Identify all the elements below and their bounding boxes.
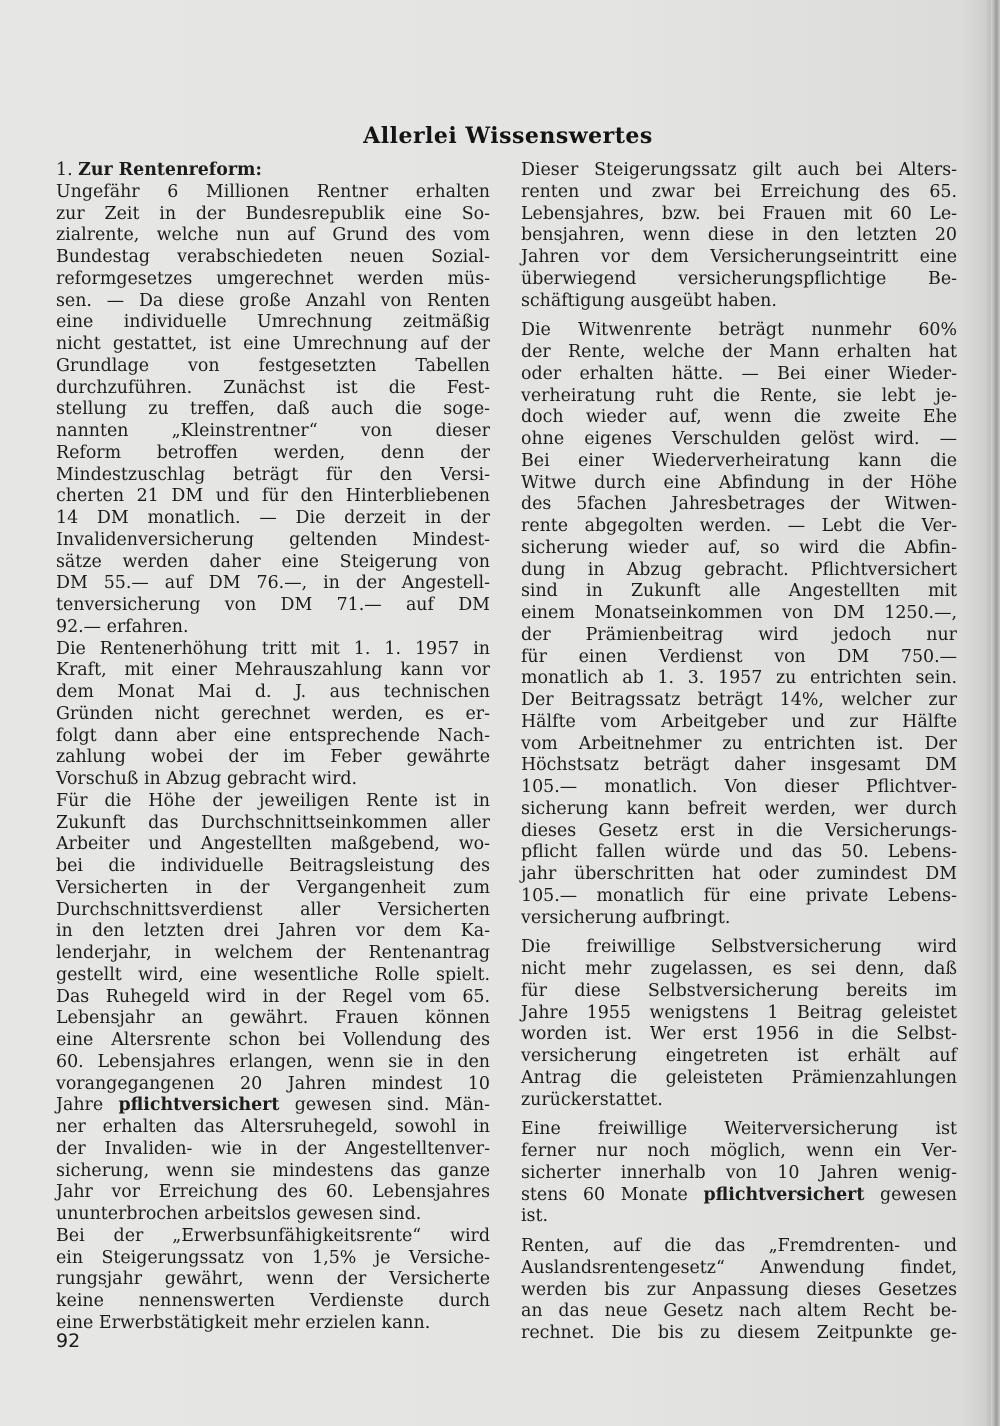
text-line: Der Beitragssatz beträgt 14%, welcher zur [521,690,957,710]
text-line: der Invaliden- wie in der Angestelltenver- [56,1138,490,1159]
text-line: sicherung kann befreit werden, wer durch [521,798,957,819]
text-line: zahlung wobei der im Feber gewährte [56,747,490,768]
text-line: ner erhalten das Altersruhegeld, sowohl in [56,1117,490,1137]
text-line: verheiratung ruht die Rente, sie lebt je- [521,385,957,406]
paragraph-gap [521,312,957,320]
text-run: gewesen [864,1184,957,1205]
text-line: Gründen nicht gerechnet werden, es er- [56,703,490,724]
section-heading [56,160,490,182]
text-line: DM 55.— auf DM 76.—, in der Angestell- [56,573,490,594]
text-line: 92.— erfahren. [56,616,189,637]
text-line: bensjahren, wenn diese in den letzten 20 [521,225,957,246]
text-line: für diese Selbstversicherung bereits im [521,980,957,1001]
paragraph [521,320,957,929]
text-line: Höchstsatz beträgt daher insgesamt DM [521,755,957,776]
text-line: eine individuelle Umrechnung zeitmäßig [56,312,490,333]
text-line [56,1095,490,1117]
page-number: 92 [56,1330,81,1352]
text-line: überwiegend versicherungspflichtige Be- [521,268,957,289]
text-run: stens 60 Monate [521,1184,704,1205]
text-line: der Rente, welche der Mann erhalten hat [521,342,957,362]
text-line: Witwe durch eine Abfindung in der Höhe [521,472,957,493]
text-line: pflicht fallen würde und das 50. Lebens- [521,842,957,863]
text-line: Lebensjahres, bzw. bei Frauen mit 60 Le- [521,203,957,224]
text-line: sicherter innerhalb von 10 Jahren wenig- [521,1162,957,1183]
text-line: rente abgegolten werden. — Lebt die Ver- [521,516,957,536]
text-line: Jahre 1955 wenigstens 1 Beitrag geleistet [521,1002,957,1023]
text-line: reformgesetzes umgerechnet werden müs- [56,268,490,289]
text-line: nicht gestattet, ist eine Umrechnung auf der [56,334,490,354]
text-line: bei die individuelle Beitragsleistung des [56,856,490,876]
text-line: ununterbrochen arbeitslos gewesen sind. [56,1204,422,1224]
text-line: an das neue Gesetz nach altem Recht be- [521,1301,957,1322]
right-column [521,160,957,1345]
text-line: gestellt wird, eine wesentliche Rolle spielt. [56,964,490,985]
left-column [56,160,490,1335]
text-line: vorangegangenen 20 Jahren mindest 10 [56,1073,490,1094]
text-line: lenderjahr, in welchem der Rentenantrag [56,943,490,963]
text-line: stellung zu treffen, daß auch die soge- [56,399,490,420]
page-title: Allerlei Wissenswertes [363,122,653,149]
text-line: Grundlage von festgesetzten Tabellen [56,355,490,376]
text-line: Die Rentenerhöhung tritt mit 1. 1. 1957 in [56,638,490,659]
text-line: 105.— monatlich. Von dieser Pflichtver- [521,777,957,797]
text-line: Für die Höhe der jeweiligen Rente ist in [56,790,490,811]
text-line: Dieser Steigerungssatz gilt auch bei Alters- [521,160,957,180]
text-line: des 5fachen Jahresbetrages der Witwen- [521,494,957,515]
text-line: zur Zeit in der Bundesrepublik eine So- [56,203,490,224]
text-line: Auslandsrentengesetz“ Anwendung findet, [521,1257,957,1278]
text-line: Jahr vor Erreichung des 60. Lebensjahres [56,1182,490,1203]
text-line: tenversicherung von DM 71.— auf DM [56,595,490,615]
text-line: sätze werden daher eine Steigerung von [56,551,490,572]
text-line: Die Witwenrente beträgt nunmehr 60% [521,320,957,341]
text-line: Versicherten in der Vergangenheit zum [56,877,490,898]
text-run: gewesen sind. Män- [279,1095,490,1116]
text-line: zialrente, welche nun auf Grund des vom [56,225,490,246]
paragraph-gap [521,929,957,937]
text-line: durchzuführen. Zunächst ist die Fest- [56,377,490,398]
text-line: Hälfte vom Arbeitgeber und zur Hälfte [521,711,957,732]
section-heading-text: Zur Rentenreform: [78,160,262,180]
text-line: oder erhalten hätte. — Bei einer Wieder- [521,363,957,384]
text-line: renten und zwar bei Erreichung des 65. [521,181,957,202]
text-line: Mindestzuschlag beträgt für den Versi- [56,464,490,485]
text-line: worden ist. Wer erst 1956 in die Selbst- [521,1024,957,1045]
text-line: keine nennenswerten Verdienste durch [56,1291,490,1311]
text-line: 105.— monatlich für eine private Lebens- [521,885,957,906]
text-line: Zukunft das Durchschnittseinkommen aller [56,812,490,833]
paragraph-gap [521,1228,957,1236]
text-line: Kraft, mit einer Mehrauszahlung kann vor [56,660,490,681]
text-line: monatlich ab 1. 3. 1957 zu entrichten sein. [521,668,957,689]
text-run: Jahre [56,1095,119,1116]
text-line: Das Ruhegeld wird in der Regel vom 65. [56,986,490,1007]
text-line: Invalidenversicherung geltenden Mindest- [56,529,490,550]
text-line: einem Monatseinkommen von DM 1250.—, [521,603,957,623]
text-line: versicherung eingetreten ist erhält auf [521,1046,957,1066]
text-line: 14 DM monatlich. — Die derzeit in der [56,508,490,528]
section-number: 1. [56,160,73,180]
text-line: folgt dann aber eine entsprechende Nach- [56,725,490,746]
text-line: Bundestag verabschiedeten neuen Sozial- [56,247,490,267]
text-line: werden bis zur Anpassung dieses Gesetzes [521,1279,957,1300]
text-line: Renten, auf die das „Fremdrenten- und [521,1236,957,1256]
paragraph [521,1236,957,1345]
text-line: zurückerstattet. [521,1089,663,1110]
text-line: Vorschuß in Abzug gebracht wird. [56,769,358,789]
text-line: sicherung wieder auf, so wird die Abfin- [521,537,957,558]
text-line: ein Steigerungssatz von 1,5% je Versiche- [56,1247,490,1268]
text-line: nicht mehr zugelassen, es sei denn, daß [521,959,957,979]
text-line: Bei einer Wiederverheiratung kann die [521,450,957,471]
page-edge-shadow [991,0,1000,1426]
text-line: eine Altersrente schon bei Vollendung des [56,1030,490,1050]
text-line: sicherung, wenn sie mindestens das ganze [56,1160,490,1181]
text-line: versicherung aufbringt. [521,907,731,928]
text-line: Bei der „Erwerbsunfähigkeitsrente“ wird [56,1225,490,1246]
text-line: cherten 21 DM und für den Hinterbliebenen [56,486,490,507]
text-line: jahr überschritten hat oder zumindest DM [521,864,957,884]
text-line: dieses Gesetz erst in die Versicherungs- [521,820,957,841]
text-line: rechnet. Die bis zu diesem Zeitpunkte ge- [521,1323,957,1343]
text-line: nannten „Kleinstrentner“ von dieser [56,421,490,441]
paragraph [521,937,957,1111]
text-line: Jahren vor dem Versicherungseintritt eine [521,247,957,267]
left-column-text [56,182,490,1335]
text-line: für einen Verdienst von DM 750.— [521,646,957,667]
bold-emphasis: pflichtversichert [703,1184,865,1205]
paragraph [521,1119,957,1228]
right-column-text [521,160,957,1345]
text-line: sen. — Da diese große Anzahl von Renten [56,290,490,311]
text-line: schäftigung ausgeübt haben. [521,290,777,311]
text-line: Lebensjahr an gewährt. Frauen können [56,1008,490,1029]
text-line: doch wieder auf, wenn die zweite Ehe [521,407,957,428]
text-line: Arbeiter und Angestellten maßgebend, wo- [56,834,490,855]
text-line: ohne eigenes Verschulden gelöst wird. — [521,429,957,449]
text-line: sind in Zukunft alle Angestellten mit [521,581,957,602]
text-line: 60. Lebensjahres erlangen, wenn sie in den [56,1051,490,1072]
text-line: Die freiwillige Selbstversicherung wird [521,937,957,958]
text-line: rungsjahr gewährt, wenn der Versicherte [56,1269,490,1290]
text-line: Eine freiwillige Weiterversicherung ist [521,1119,957,1140]
text-line: dem Monat Mai d. J. aus technischen [56,682,490,702]
text-line: Reform betroffen werden, denn der [56,442,490,463]
text-line [521,1185,957,1207]
text-line: ferner nur noch möglich, wenn ein Ver- [521,1141,957,1161]
text-line: dung in Abzug gebracht. Pflichtversichert [521,559,957,580]
text-line: Ungefähr 6 Millionen Rentner erhalten [56,181,490,202]
paragraph [521,160,957,312]
bold-emphasis: pflichtversichert [118,1095,280,1116]
text-line: Durchschnittsverdienst aller Versicherten [56,899,490,920]
paragraph-gap [521,1111,957,1119]
text-line: Antrag die geleisteten Prämienzahlungen [521,1067,957,1088]
text-line: der Prämienbeitrag wird jedoch nur [521,624,957,645]
text-line: eine Erwerbstätigkeit mehr erzielen kann. [56,1312,431,1333]
text-line: vom Arbeitnehmer zu entrichten ist. Der [521,733,957,754]
text-line: ist. [521,1206,549,1227]
text-line: in den letzten drei Jahren vor dem Ka- [56,921,490,942]
